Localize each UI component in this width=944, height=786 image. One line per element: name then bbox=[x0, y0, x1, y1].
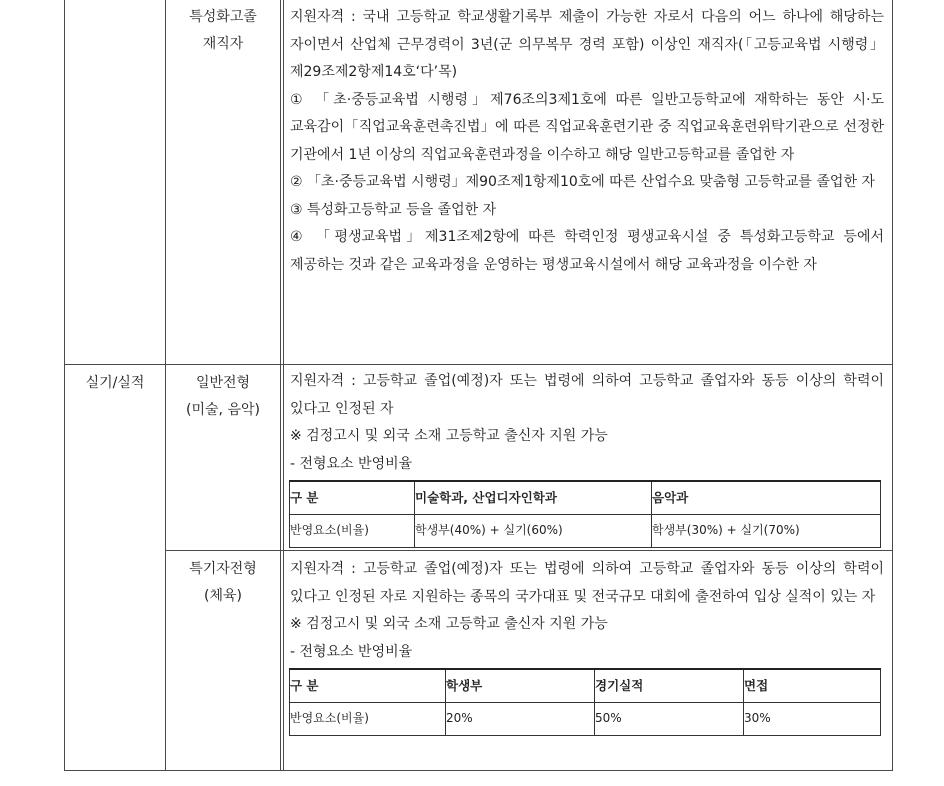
border-col2 bbox=[280, 0, 281, 771]
header-cell: 학생부 bbox=[446, 669, 595, 703]
ratio-table-sports bbox=[289, 668, 881, 736]
table-cell: 20% bbox=[446, 703, 595, 736]
paragraph: 지원자격 : 고등학교 졸업(예정)자 또는 법령에 의하여 고등학교 졸업자와 동등 이상의 학력이 있다고 인정된 자로 지원하는 종목의 국가대표 및 전국규모 대회에 출전하여 입상 실적이 있는 자 bbox=[290, 561, 884, 605]
paragraph: - 전형요소 반영비율 bbox=[290, 643, 413, 660]
paragraph: - 전형요소 반영비율 bbox=[290, 455, 413, 472]
category-cell bbox=[65, 370, 165, 397]
ratio-table-arts bbox=[289, 480, 881, 548]
paragraph: ※ 검정고시 및 외국 소재 고등학교 출신자 지원 가능 bbox=[290, 428, 608, 444]
paragraph: 지원자격 : 고등학교 졸업(예정)자 또는 법령에 의하여 고등학교 졸업자와 동등 이상의 학력이 있다고 인정된 자 bbox=[290, 373, 884, 417]
paragraph: ④ 「평생교육법」제31조제2항에 따른 학력인정 평생교육시설 중 특성화고등학교 등에서 제공하는 것과 같은 교육과정을 운영하는 평생교육시설에서 해당 교육과정을 이수한 자 bbox=[290, 229, 884, 273]
table-cell: 반영요소(비율) bbox=[290, 515, 415, 548]
admission-table bbox=[64, 0, 893, 771]
type-label-line: 특성화고졸 bbox=[189, 9, 257, 25]
paragraph: ① 「초·중등교육법 시행령」제76조의3제1호에 따른 일반고등학교에 재학하는 동안 시·도 교육감이「직업교육훈련촉진법」에 따른 직업교육훈련기관 중 직업교육훈련위탁기관으로 선정한 기관에서 1년 이상의 직업교육훈련과정을 이수하고 해당 일반고등학교를 졸업한 자 bbox=[290, 91, 884, 163]
category-label: 실기/실적 bbox=[85, 375, 145, 391]
border-col2b bbox=[283, 0, 284, 771]
header-cell: 면접 bbox=[744, 669, 881, 703]
type-label-line: 일반전형 bbox=[195, 375, 251, 391]
row-divider-1 bbox=[64, 364, 893, 365]
type-cell-row3 bbox=[166, 556, 280, 610]
row-divider-2 bbox=[165, 550, 893, 551]
header-cell: 구 분 bbox=[290, 481, 415, 515]
content-cell-row2 bbox=[290, 368, 884, 548]
type-label-line: (체육) bbox=[204, 588, 242, 604]
paragraph: ② 「초·중등교육법 시행령」제90조제1항제10호에 따른 산업수요 맞춤형 고등학교를 졸업한 자 bbox=[290, 174, 875, 190]
border-bottom bbox=[64, 770, 893, 771]
content-cell-row1 bbox=[290, 4, 884, 279]
paragraph: ※ 검정고시 및 외국 소재 고등학교 출신자 지원 가능 bbox=[290, 616, 608, 632]
border-right bbox=[892, 0, 893, 771]
type-cell-row1 bbox=[166, 4, 280, 58]
header-cell: 음악과 bbox=[652, 481, 881, 515]
table-cell: 30% bbox=[744, 703, 881, 736]
type-label-line: 재직자 bbox=[202, 36, 244, 52]
table-cell: 50% bbox=[595, 703, 744, 736]
ratio-table-header bbox=[290, 669, 881, 703]
header-cell: 경기실적 bbox=[595, 669, 744, 703]
type-label-line: (미술, 음악) bbox=[186, 402, 260, 418]
header-cell: 구 분 bbox=[290, 669, 446, 703]
type-label-line: 특기자전형 bbox=[189, 561, 257, 577]
content-cell-row3 bbox=[290, 556, 884, 736]
ratio-table-header bbox=[290, 481, 881, 515]
type-cell-row2 bbox=[166, 370, 280, 424]
table-cell: 반영요소(비율) bbox=[290, 703, 446, 736]
ratio-table-row bbox=[290, 515, 881, 548]
paragraph: 지원자격 : 국내 고등학교 학교생활기록부 제출이 가능한 자로서 다음의 어느 하나에 해당하는 자이면서 산업체 근무경력이 3년(군 의무복무 경력 포함) 이상인 재직자(「고등교육법 시행령」제29조제2항제14호‘다’목) bbox=[290, 9, 884, 80]
table-cell: 학생부(40%) + 실기(60%) bbox=[415, 515, 652, 548]
ratio-table-row bbox=[290, 703, 881, 736]
paragraph: ③ 특성화고등학교 등을 졸업한 자 bbox=[290, 201, 497, 218]
header-cell: 미술학과, 산업디자인학과 bbox=[415, 481, 652, 515]
table-cell: 학생부(30%) + 실기(70%) bbox=[652, 515, 881, 548]
